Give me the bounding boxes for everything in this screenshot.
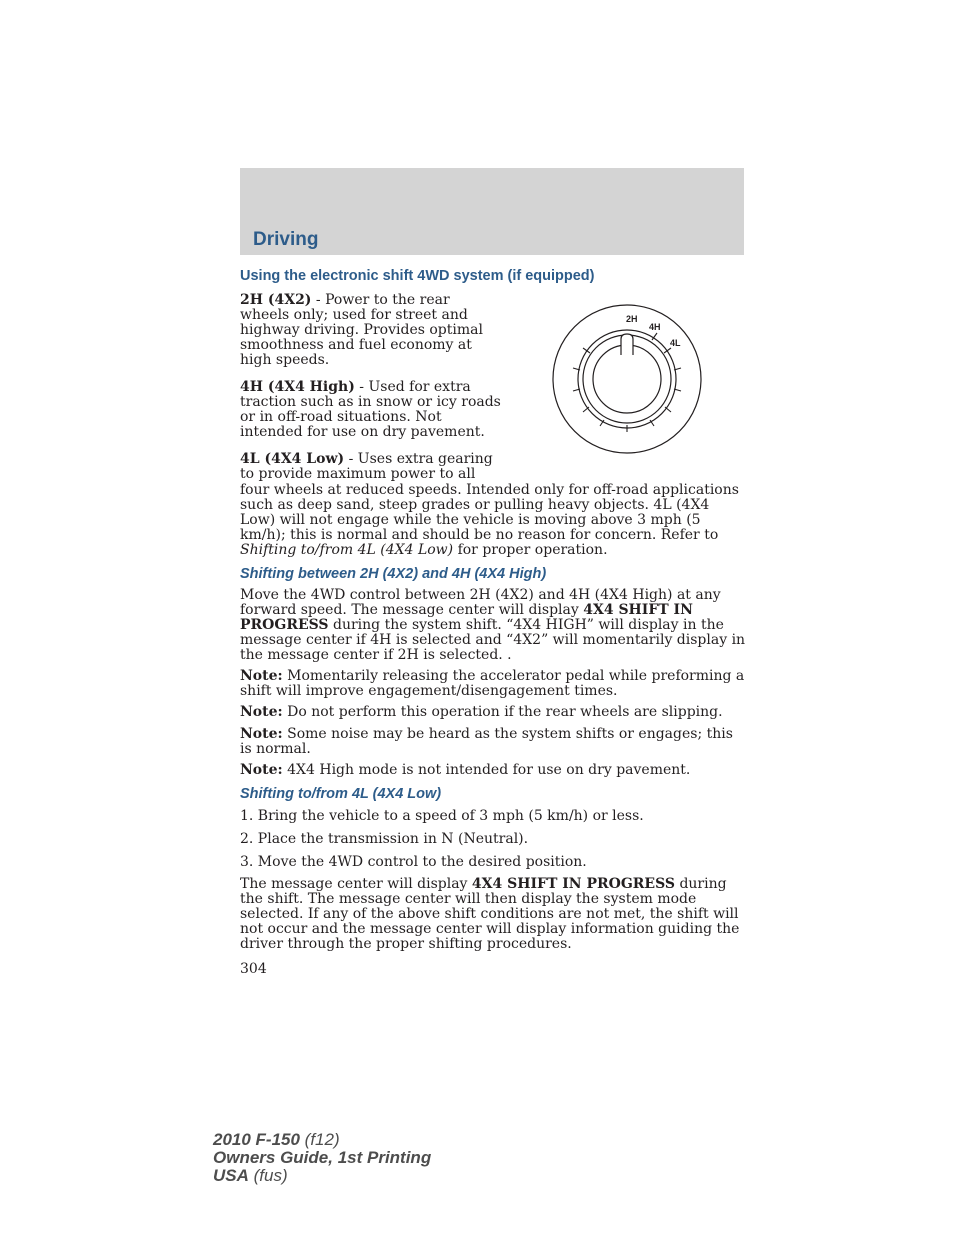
mode-4l-cross-reference: Shifting to/from 4L (4X4 Low) (240, 542, 454, 558)
knob-label-2h: 2H (626, 314, 638, 324)
step-1: 1. Bring the vehicle to a speed of 3 mph (5 km/h) or less. (240, 808, 644, 824)
mode-2h-label: 2H (4X2) (240, 292, 312, 308)
mode-4l-text-b: four wheels at reduced speeds. Intended only for off-road applications such as deep sand, steep grades or pulling heavy objects. 4L (4X4 Low) will not engage while the vehicle is moving above 3 mph (5 km/h); this is normal and should be no reason for concern. Refer to (240, 482, 739, 543)
note-text: Momentarily releasing the accelerator pedal while preforming a shift will improve engagement/disengagement times. (240, 668, 745, 699)
mode-2h-text: - Power to the rear wheels only; used for street and highway driving. Provides optimal smoothness and fuel economy at high speeds. (240, 292, 483, 368)
note-label: Note: (240, 726, 283, 742)
shifting-low-heading: Shifting to/from 4L (4X4 Low) (240, 786, 442, 802)
footer-guide-edition: Owners Guide, 1st Printing (213, 1148, 432, 1167)
shifting-low-text-a: The message center will display (240, 876, 472, 892)
mode-4h-paragraph (240, 380, 502, 440)
mode-4l-paragraph-start (240, 452, 502, 482)
document-footer (213, 1131, 431, 1185)
shifting-high-paragraph (240, 588, 746, 663)
note-text: Some noise may be heard as the system shifts or engages; this is normal. (240, 726, 733, 757)
shift-in-progress-message: 4X4 SHIFT IN PROGRESS (471, 876, 675, 892)
step-3: 3. Move the 4WD control to the desired position. (240, 854, 587, 870)
footer-model-code: (f12) (299, 1130, 340, 1149)
shift-in-progress-message: 4X4 SHIFT IN PROGRESS (240, 602, 693, 633)
main-heading: Using the electronic shift 4WD system (if equipped) (240, 268, 595, 284)
mode-4l-text-a: - Uses extra gearing to provide maximum power to all (240, 451, 493, 482)
note-text: Do not perform this operation if the rear wheels are slipping. (282, 704, 723, 720)
mode-4h-text: - Used for extra traction such as in snow or icy roads or in off-road situations. Not intended for use on dry pavement. (240, 379, 501, 440)
mode-4l-paragraph-cont (240, 483, 746, 558)
note-1 (240, 669, 746, 699)
note-label: Note: (240, 668, 283, 684)
step-2: 2. Place the transmission in N (Neutral). (240, 831, 529, 847)
mode-4h-label: 4H (4X4 High) (240, 379, 355, 395)
note-label: Note: (240, 704, 283, 720)
note-3 (240, 727, 746, 757)
knob-label-4l: 4L (670, 338, 681, 348)
shifting-low-paragraph (240, 877, 746, 952)
footer-model: 2010 F-150 (213, 1130, 300, 1149)
note-label: Note: (240, 762, 283, 778)
knob-pointer (621, 334, 633, 355)
shifting-high-text-a: Move the 4WD control between 2H (4X2) and 4H (4X4 High) at any forward speed. The message center will display (240, 587, 721, 618)
mode-2h-paragraph (240, 293, 502, 368)
shifting-high-text-b: during the system shift. “4X4 HIGH” will display in the message center if 4H is selected and “4X2” will momentarily display in the message center if 2H is selected. . (240, 617, 746, 663)
shifting-low-text-b: during the shift. The message center will then display the system mode selected. If any of the above shift conditions are not met, the shift will not occur and the message center will display information guiding the driver through the proper shifting procedures. (240, 876, 740, 952)
shifting-high-heading: Shifting between 2H (4X2) and 4H (4X4 High) (240, 566, 547, 582)
footer-market-code: (fus) (248, 1166, 288, 1185)
note-2 (240, 705, 746, 720)
mode-4l-text-c: for proper operation. (453, 542, 608, 558)
mode-4l-label: 4L (4X4 Low) (240, 451, 345, 467)
footer-market: USA (213, 1166, 249, 1185)
section-title: Driving (253, 229, 319, 250)
page-number: 304 (240, 961, 267, 977)
note-4 (240, 763, 746, 778)
knob-label-4h: 4H (649, 322, 661, 332)
4wd-control-knob-illustration (551, 303, 704, 454)
note-text: 4X4 High mode is not intended for use on dry pavement. (282, 762, 691, 778)
